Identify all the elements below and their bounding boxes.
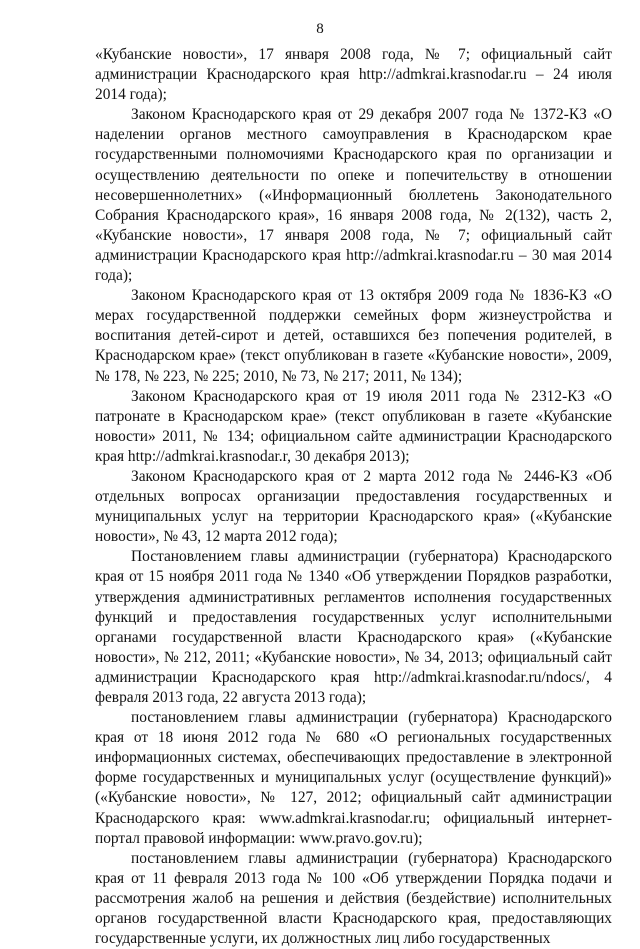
paragraph-resolution-1340: Постановлением главы администрации (губернатора) Краснодарского края от 15 ноября 2011 года № 1340 «Об утверждении Порядков разработки, утверждения административных регламентов исполнения государственных функций и предоставления государственных услуг исполнительными органами государственной власти Краснодарского края» («Кубанские новости», № 212, 2011; «Кубанские новости», № 34, 2013; официальный сайт администрации Краснодарского края http://admkrai.krasnodar.ru/ndocs/, 4 февраля 2013 года, 22 августа 2013 года); [95, 548, 612, 706]
paragraph-law-2312: Законом Краснодарского края от 19 июля 2011 года № 2312-КЗ «О патронате в Краснодарском крае» (текст опубликован в газете «Кубанские новости» 2011, № 134; официальном сайте администрации Краснодарского края http://admkrai.krasnodar.r, 30 декабря 2013); [95, 387, 612, 465]
paragraph-law-2446: Законом Краснодарского края от 2 марта 2012 года № 2446-КЗ «Об отдельных вопросах организации предоставления государственных и муниципальных услуг на территории Краснодарского края» («Кубанские новости», № 43, 12 марта 2012 года); [95, 467, 612, 546]
page-number: 8 [316, 21, 324, 37]
paragraph-law-1372: Законом Краснодарского края от 29 декабря 2007 года № 1372-КЗ «О наделении органов местного самоуправления в Краснодарском крае государственными полномочиями Краснодарского края по организации и осуществлению деятельности по опеке и попечительству в отношении несовершеннолетних» («Информационный бюллетень Законодательного Собрания Краснодарского края», 16 января 2008 года, № 2(132), часть 2, «Кубанские новости», 17 января 2008 года, № 7; официальный сайт администрации Краснодарского края http://admkrai.krasnodar.ru – 30 мая 2014 года); [95, 106, 612, 285]
paragraph-law-1836: Законом Краснодарского края от 13 октября 2009 года № 1836-КЗ «О мерах государственной поддержки семейных форм жизнеустройства и воспитания детей-сирот и детей, оставшихся без попечения родителей, в Краснодарском крае» (текст опубликован в газете «Кубанские новости», 2009, № 178, № 223, № 225; 2010, № 73, № 217; 2011, № 134); [95, 287, 612, 385]
paragraph-resolution-680: постановлением главы администрации (губернатора) Краснодарского края от 18 июня 2012 года № 680 «О региональных государственных информационных системах, обеспечивающих предоставление в электронной форме государственных и муниципальных услуг (осуществление функций)» («Кубанские новости», № 127, 2012; официальный сайт администрации Краснодарского края: www.admkrai.krasnodar.ru; официальный интернет-портал правовой информации: www.pravo.gov.ru); [95, 709, 612, 847]
paragraph-resolution-100: постановлением главы администрации (губернатора) Краснодарского края от 11 февраля 2013 года № 100 «Об утверждении Порядка подачи и рассмотрения жалоб на решения и действия (бездействие) исполнительных органов государственной власти Краснодарского края, предоставляющих государственные услуги, их должностных лиц либо государственных [95, 849, 612, 948]
paragraph-continuation: «Кубанские новости», 17 января 2008 года, № 7; официальный сайт администрации Краснодарского края http://admkrai.krasnodar.ru – 24 июля 2014 года); [95, 46, 612, 104]
document-body [95, 45, 612, 949]
